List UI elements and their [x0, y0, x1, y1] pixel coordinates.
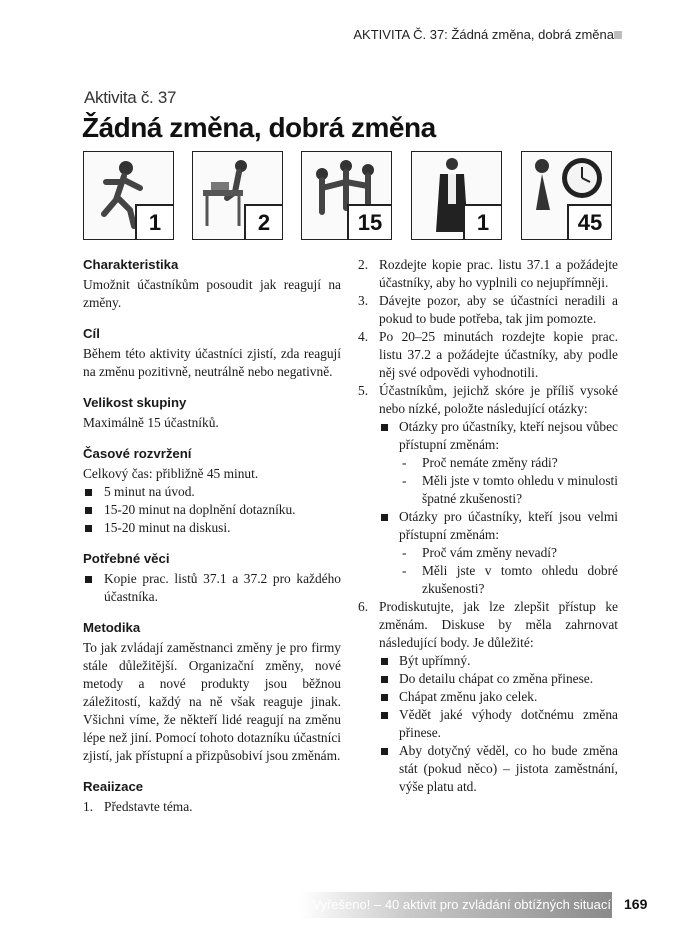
- section-heading: Cíl: [83, 326, 100, 341]
- sub-list-item: Otázky pro účastníky, kteří nejsou vůbec přístupní změnám:: [358, 418, 618, 454]
- pictogram-standing: [411, 151, 502, 240]
- pictogram-value: 1: [463, 204, 501, 239]
- pictogram-desk: [192, 151, 283, 240]
- dash-list-item: - Měli jste v tomto ohledu v minulosti špatné zkušenosti?: [358, 472, 618, 508]
- list-text: Prodiskutujte, jak lze zlepšit přístup ke změnám. Diskuse by měla zahrnovat následující body. Je důležité:: [379, 599, 618, 650]
- list-number: 3.: [358, 293, 369, 308]
- list-item: Kopie prac. listů 37.1 a 37.2 pro každého účastníka.: [83, 570, 341, 606]
- section-heading: Potřebné věci: [83, 551, 170, 566]
- page-number: 169: [624, 896, 648, 912]
- section-heading: Časové rozvržení: [83, 446, 192, 461]
- dash-list-item: - Měli jste v tomto ohledu dobré zkušenosti?: [358, 562, 618, 598]
- right-column: [358, 256, 618, 796]
- sub-list-item: Do detailu chápat co změna přinese.: [358, 670, 618, 688]
- list-item: [358, 292, 618, 328]
- list-text: Rozdejte kopie prac. listu 37.1 a požádejte účastníky, aby ho vyplnili co nejupřímněji.: [379, 257, 618, 290]
- section-text: To jak zvládají zaměstnanci změny je pro firmy stále důležitější. Organizační změny, nové metody a nové produkty jsou běžnou záležitostí, každý na ně však reaguje jinak. Všichni víme, že někteří lidé reagují na změnu lépe než jiní. Pomocí tohoto dotazníku účastníci zjistí, jak přístupní a přizpůsobiví jsou změnám.: [83, 640, 341, 763]
- section-text: Umožnit účastníkům posoudit jak reagují na změny.: [83, 277, 341, 310]
- list-text: Dávejte pozor, aby se účastníci neradili a pokud to bude potřeba, tak jim pomozte.: [379, 293, 618, 326]
- pictogram-group: [301, 151, 392, 240]
- list-text: Po 20–25 minutách rozdejte kopie prac. listu 37.2 a požádejte účastníky, aby podle něj své odpovědi vyhodnotili.: [379, 329, 618, 380]
- list-text: Představte téma.: [104, 799, 193, 814]
- running-header: AKTIVITA Č. 37: Žádná změna, dobrá změna: [353, 27, 614, 42]
- pictogram-value: 1: [135, 204, 173, 239]
- pictogram-running: [83, 151, 174, 240]
- pictogram-value: 45: [567, 204, 611, 239]
- footer-book-title: Vyřešeno! – 40 aktivit pro zvládání obtížných situací: [312, 897, 611, 912]
- list-text: Účastníkům, jejichž skóre je příliš vysoké nebo nízké, položte následující otázky:: [379, 383, 618, 416]
- list-item: [358, 256, 618, 292]
- section-text: Celkový čas: přibližně 45 minut.: [83, 466, 259, 481]
- list-item: [358, 382, 618, 418]
- sub-list-item: Otázky pro účastníky, kteří jsou velmi přístupní změnám:: [358, 508, 618, 544]
- sub-list-item: Být upřímný.: [358, 652, 618, 670]
- header-square-ornament: [614, 31, 622, 39]
- section-charakteristika: [83, 256, 341, 312]
- page-title: Žádná změna, dobrá změna: [82, 112, 436, 143]
- section-heading: Velikost skupiny: [83, 395, 187, 410]
- section-velikost: [83, 394, 341, 432]
- list-item: 15-20 minut na diskusi.: [83, 519, 341, 537]
- list-item: [358, 598, 618, 652]
- section-text: Maximálně 15 účastníků.: [83, 415, 219, 430]
- pictogram-value: 2: [244, 204, 282, 239]
- list-number: 1.: [83, 799, 94, 814]
- pictogram-clock: [521, 151, 612, 240]
- sub-list-item: Aby dotyčný věděl, co ho bude změna stát (pokud něco) – jistota zaměstnání, výše platu atd.: [358, 742, 618, 796]
- section-realizace: [83, 778, 341, 816]
- list-number: 4.: [358, 329, 369, 344]
- sub-list-item: Vědět jaké výhody dotčnému změna přinese.: [358, 706, 618, 742]
- list-number: 2.: [358, 257, 369, 272]
- left-column: [83, 256, 341, 829]
- dash-list-item: - Proč vám změny nevadí?: [358, 544, 618, 562]
- pictogram-value: 15: [347, 204, 391, 239]
- activity-label: Aktivita č. 37: [84, 88, 177, 107]
- section-cil: [83, 325, 341, 381]
- list-number: 5.: [358, 383, 369, 398]
- list-item: [83, 798, 341, 816]
- section-heading: Charakteristika: [83, 257, 179, 272]
- list-item: 15-20 minut na doplnění dotazníku.: [83, 501, 341, 519]
- sub-list-item: Chápat změnu jako celek.: [358, 688, 618, 706]
- list-item: [358, 328, 618, 382]
- list-item: 5 minut na úvod.: [83, 483, 341, 501]
- dash-list-item: - Proč nemáte změny rádi?: [358, 454, 618, 472]
- section-heading: Metodika: [83, 620, 141, 635]
- section-casove: [83, 445, 341, 537]
- section-potrebne: [83, 550, 341, 606]
- section-heading: Reaiizace: [83, 779, 144, 794]
- section-metodika: [83, 619, 341, 765]
- list-number: 6.: [358, 599, 369, 614]
- section-text: Během této aktivity účastníci zjistí, zda reagují na změnu pozitivně, neutrálně nebo negativně.: [83, 346, 341, 379]
